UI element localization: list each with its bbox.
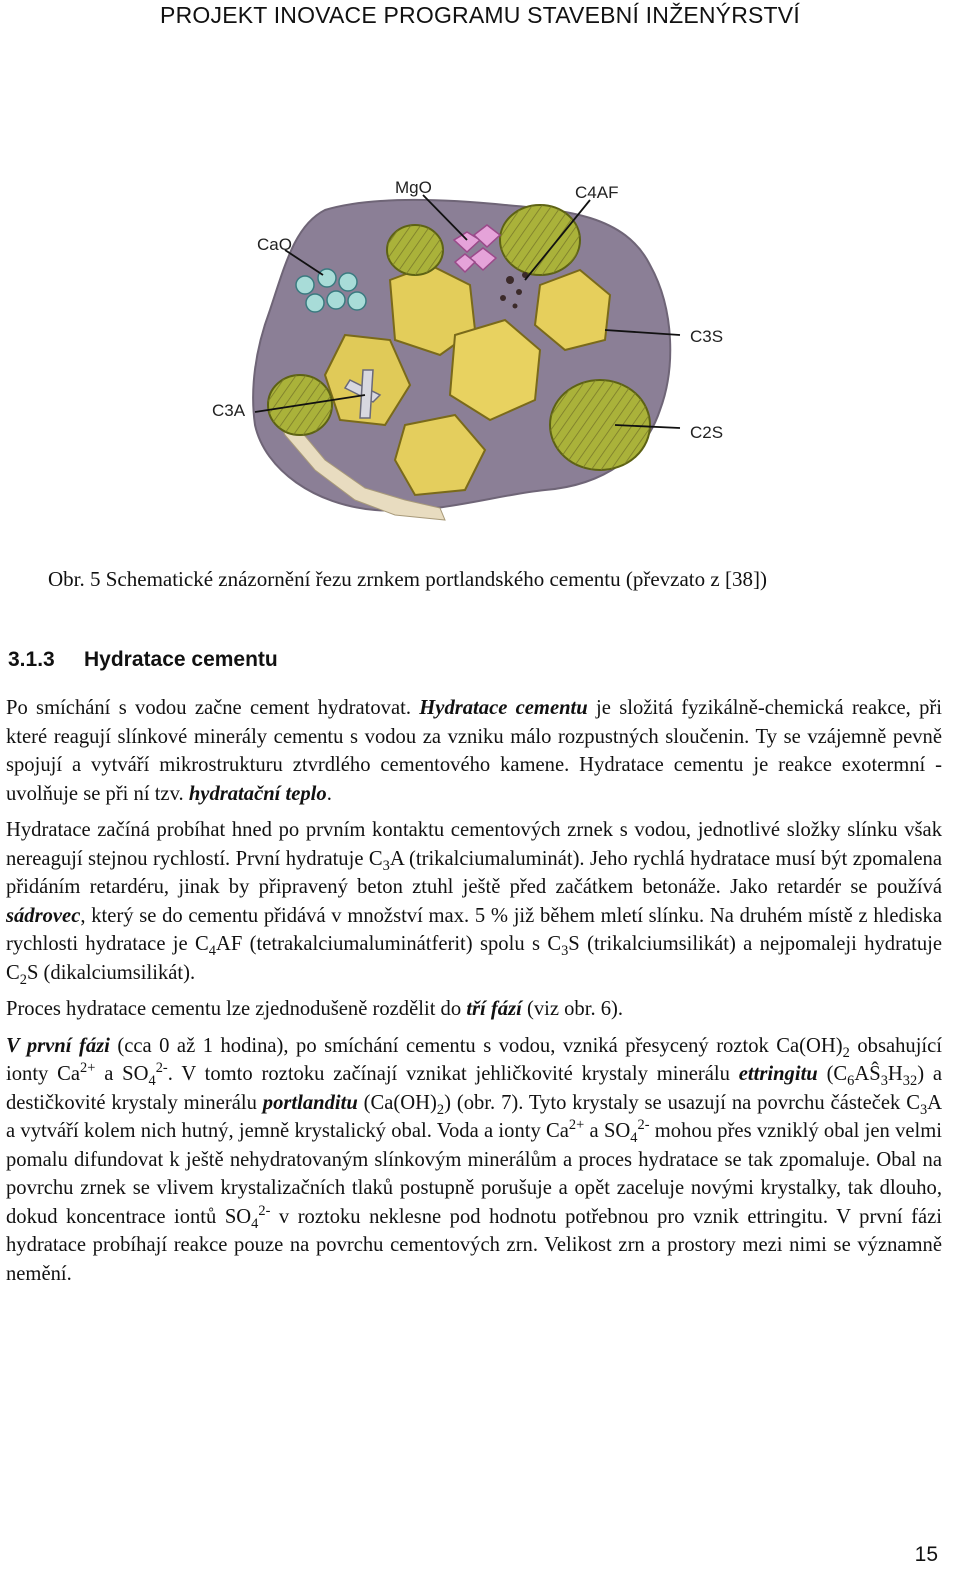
text-run: S (dikalciumsilikát). xyxy=(26,961,196,984)
subscript: 3 xyxy=(880,1073,888,1090)
emphasis: tří fází xyxy=(466,998,522,1020)
subscript: 4 xyxy=(251,1215,259,1232)
c2s-grain xyxy=(550,380,650,470)
figure-caption: Obr. 5 Schematické znázornění řezu zrnkem portlandského cementu (převzato z [38]) xyxy=(48,567,767,591)
label-c3s: C3S xyxy=(690,327,724,346)
section-heading xyxy=(8,648,278,672)
superscript: 2+ xyxy=(80,1060,96,1077)
c2s-grain xyxy=(500,205,580,275)
paragraph-1 xyxy=(6,694,942,808)
text-run: (C xyxy=(817,1063,848,1085)
c2s-grain xyxy=(387,225,443,275)
subscript: 4 xyxy=(148,1073,156,1090)
subscript: 2 xyxy=(436,1101,445,1118)
label-mgo: MgO xyxy=(395,178,432,197)
text-run: mohou přes vzniklý obal jen velmi pomalu difundovat k ještě nehydratovaným slínkovým minerálům a proces hydratace se tak zpomaluje. Obal na povrchu zrnek se vlivem krystalizačních tlaků postupně porušuje a opět zaceluje novými krystalky, tak dlouho, dokud koncentrace iontů SO xyxy=(6,1120,942,1228)
subscript: 4 xyxy=(630,1130,638,1147)
subscript: 3 xyxy=(919,1101,928,1118)
label-c4af: C4AF xyxy=(575,183,619,202)
label-c2s: C2S xyxy=(690,423,724,442)
text-run: a SO xyxy=(95,1063,149,1085)
text-run: Hydratace začíná probíhat hned po prvním kontaktu cementových zrnek s vodou, jednotlivé složky slínku však nereagují stejnou rychlostí. První hydratuje C xyxy=(6,819,942,870)
text-run: Po smíchání s vodou začne cement hydratovat. xyxy=(6,697,420,719)
text-run: obsahující ionty Ca xyxy=(6,1034,942,1085)
emphasis: Hydratace cementu xyxy=(419,697,588,719)
section-number: 3.1.3 xyxy=(8,648,55,671)
page-number: 15 xyxy=(914,1543,938,1566)
text-run: AF (tetrakalciumaluminátferit) spolu s C xyxy=(215,933,562,955)
label-c3a: C3A xyxy=(212,401,246,420)
text-run: (viz obr. 6). xyxy=(521,998,624,1020)
text-run: ) (obr. 7). Tyto krystaly se usazují na povrchu částeček C xyxy=(444,1091,920,1114)
text-run: (cca 0 až 1 hodina), po smíchání cementu s vodou, vzniká přesycený roztok Ca(OH) xyxy=(109,1034,843,1057)
text-run: A (trikalciumaluminát). Jeho rychlá hydratace musí být zpomalena přidáním retardéru, jinak by připravený beton ztuhl ještě před začátkem betonáže. Jako retardér se používá xyxy=(6,847,942,898)
text-run: ) a destičkovité krystaly minerálu xyxy=(6,1063,943,1114)
superscript: 2- xyxy=(637,1117,650,1134)
emphasis: sádrovec xyxy=(6,904,81,927)
superscript: 2- xyxy=(258,1202,271,1219)
emphasis: V první fázi xyxy=(6,1034,110,1057)
emphasis: ettringitu xyxy=(738,1063,818,1085)
text-run: S (trikalciumsilikát) a nejpomaleji hydratuje C xyxy=(6,933,942,984)
superscript: 2+ xyxy=(568,1117,585,1134)
text-run: H xyxy=(887,1063,903,1085)
emphasis: hydratační teplo xyxy=(188,782,327,805)
text-run: A a vytváří kolem nich hutný, jemně krystalický obal. Voda a ionty Ca xyxy=(6,1091,943,1142)
paragraph-3 xyxy=(6,995,942,1024)
subscript: 2 xyxy=(19,971,27,988)
subscript: 3 xyxy=(382,857,390,874)
text-run: AŜ xyxy=(854,1063,881,1085)
subscript: 32 xyxy=(902,1073,918,1090)
text-run: Proces hydratace cementu lze zjednodušeně rozdělit do xyxy=(6,998,467,1020)
cement-grain-figure xyxy=(205,170,765,555)
paragraph-2 xyxy=(6,816,942,987)
text-run: (Ca(OH) xyxy=(357,1091,437,1114)
emphasis: portlanditu xyxy=(262,1091,358,1114)
subscript: 6 xyxy=(847,1073,855,1090)
text-run: , který se do cementu přidává v množství max. 5 % již během mletí slínku. Na druhém místě z hlediska rychlosti hydratace je C xyxy=(6,904,942,955)
text-run: . V tomto roztoku začínají vznikat jehličkovité krystaly minerálu xyxy=(167,1063,739,1085)
subscript: 2 xyxy=(842,1044,850,1061)
paragraph-4 xyxy=(6,1032,942,1289)
text-run: . xyxy=(326,782,332,805)
subscript: 3 xyxy=(561,943,569,960)
body-text xyxy=(6,694,942,1296)
label-cao: CaO xyxy=(257,235,292,254)
page-header: PROJEKT INOVACE PROGRAMU STAVEBNÍ INŽENÝRSTVÍ xyxy=(160,2,800,28)
text-run: a SO xyxy=(584,1120,631,1142)
text-run: v roztoku neklesne pod hodnotu potřebnou pro vznik ettringitu. V první fázi hydratace probíhají reakce pouze na povrchu cementových zrn. Velikost zrn a prostory mezi nimi se významně nemění. xyxy=(6,1205,942,1285)
superscript: 2- xyxy=(155,1060,168,1077)
section-title: Hydratace cementu xyxy=(84,648,278,671)
cement-grain-illustration xyxy=(205,170,765,555)
subscript: 4 xyxy=(208,943,216,960)
text-run: je složitá fyzikálně-chemická reakce, při které reagují slínkové minerály cementu s vodou za vzniku málo rozpustných sloučenin. Ty se vzájemně pevně spojují a vytváří mikrostrukturu ztvrdlého cementového kamene. Hydratace cementu je reakce exotermní - uvolňuje se při ní tzv. xyxy=(6,697,942,805)
